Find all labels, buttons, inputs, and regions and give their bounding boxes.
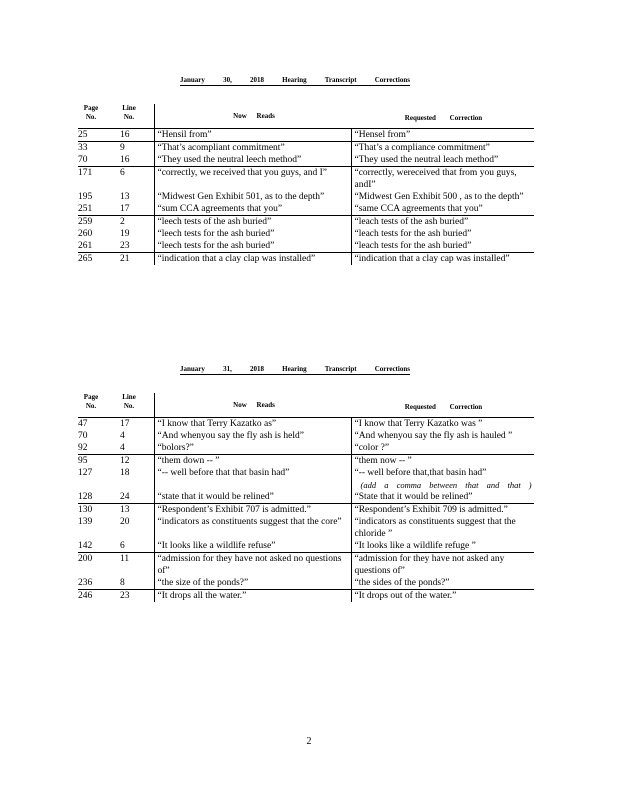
- title-word: 31,: [223, 365, 232, 373]
- table-row: [78, 167, 534, 192]
- now-reads-cell-text: “It drops all the water.”: [157, 591, 247, 601]
- requested-correction-cell: [351, 504, 534, 517]
- line-number-cell: [114, 590, 154, 603]
- page-number-cell: [78, 553, 114, 578]
- page-number-cell-text: 127: [78, 468, 93, 478]
- now-reads-cell: [154, 253, 351, 266]
- page-number-cell-text: 33: [78, 143, 88, 153]
- title-word: 30,: [223, 76, 232, 84]
- requested-correction-cell: [351, 154, 534, 167]
- line-number-cell-text: 23: [120, 591, 130, 601]
- header-page-no: Page No.: [83, 104, 99, 121]
- table-row: [78, 442, 534, 455]
- corrections-section-jan30: [78, 76, 534, 265]
- line-number-cell-text: 13: [120, 505, 130, 515]
- line-number-cell: [114, 516, 154, 540]
- section-title: [180, 365, 410, 375]
- line-number-cell: [114, 203, 154, 216]
- requested-correction-cell-text: “them now -- ”: [354, 456, 412, 466]
- page-number-cell-text: 139: [78, 517, 93, 527]
- requested-correction-cell-text: “color ?”: [354, 443, 390, 453]
- line-number-cell: [114, 142, 154, 155]
- page-number-cell: [78, 129, 114, 142]
- table-row: [78, 430, 534, 442]
- now-reads-cell: [154, 540, 351, 553]
- page-number-cell-text: 195: [78, 192, 93, 202]
- page-number-cell-text: 259: [78, 217, 93, 227]
- line-number-cell-text: 23: [120, 241, 130, 251]
- requested-correction-cell: [351, 516, 534, 540]
- page-number-cell: [78, 516, 114, 540]
- table-row: [78, 203, 534, 216]
- page-number: 2: [306, 736, 312, 747]
- now-reads-cell: [154, 577, 351, 590]
- table-row: [78, 491, 534, 504]
- corrections-section-jan31: [78, 365, 534, 602]
- page-number-cell: [78, 240, 114, 253]
- page-number-cell: [78, 590, 114, 603]
- table-row: [78, 240, 534, 253]
- requested-correction-cell: [351, 240, 534, 253]
- requested-correction-cell: [351, 418, 534, 431]
- line-number-cell: [114, 191, 154, 203]
- requested-correction-cell-text: “the sides of the ponds?”: [354, 578, 450, 588]
- requested-correction-cell-text: “same CCA agreements that you”: [354, 204, 483, 214]
- header-divider: [154, 104, 155, 128]
- requested-correction-cell: [351, 467, 534, 491]
- page-number-cell: [78, 504, 114, 517]
- now-reads-cell: [154, 553, 351, 578]
- page-number-cell-text: 128: [78, 492, 93, 502]
- table-row: [78, 253, 534, 266]
- line-number-cell: [114, 129, 154, 142]
- now-reads-cell-text: “They used the neutral leech method”: [157, 155, 302, 165]
- line-number-cell-text: 24: [120, 492, 130, 502]
- line-number-cell: [114, 577, 154, 590]
- requested-correction-cell: [351, 228, 534, 240]
- now-reads-cell: [154, 240, 351, 253]
- requested-correction-cell-text: “I know that Terry Kazatko was ”: [354, 419, 483, 429]
- line-number-cell-text: 9: [120, 143, 125, 153]
- now-reads-cell: [154, 129, 351, 142]
- now-reads-cell: [154, 442, 351, 455]
- corrections-table: [78, 417, 534, 602]
- page-number-cell: [78, 228, 114, 240]
- requested-correction-cell-text: “They used the neutral leach method”: [354, 155, 499, 165]
- page-number-cell-text: 25: [78, 130, 88, 140]
- page-number-cell: [78, 154, 114, 167]
- requested-correction-cell-text: “And whenyou say the fly ash is hauled ”: [354, 431, 513, 441]
- page-number-cell: [78, 253, 114, 266]
- line-number-cell-text: 6: [120, 541, 125, 551]
- now-reads-cell-text: “correctly, we received that you guys, and I”: [157, 168, 328, 178]
- line-number-cell: [114, 504, 154, 517]
- line-number-cell: [114, 167, 154, 192]
- now-reads-cell-text: “And whenyou say the fly ash is held”: [157, 431, 304, 441]
- now-reads-cell-text: “-- well before that that basin had”: [157, 468, 290, 478]
- title-word: 2018: [249, 76, 264, 84]
- requested-correction-cell-text: “Respondent’s Exhibit 709 is admitted.”: [354, 505, 508, 515]
- page-number-cell-text: 142: [78, 541, 93, 551]
- now-reads-cell-text: “bolors?”: [157, 443, 194, 453]
- table-row: [78, 228, 534, 240]
- header-divider: [154, 393, 155, 417]
- page-number-cell-text: 70: [78, 431, 88, 441]
- requested-correction-cell: [351, 129, 534, 142]
- now-reads-cell: [154, 191, 351, 203]
- line-number-cell-text: 6: [120, 168, 125, 178]
- now-reads-cell: [154, 418, 351, 431]
- now-reads-cell-text: “Respondent’s Exhibit 707 is admitted.”: [157, 505, 311, 515]
- line-number-cell: [114, 228, 154, 240]
- line-number-cell-text: 2: [120, 217, 125, 227]
- requested-correction-cell: [351, 142, 534, 155]
- line-number-cell-text: 19: [120, 229, 130, 239]
- page-number-cell-text: 261: [78, 241, 93, 251]
- requested-correction-cell: [351, 253, 534, 266]
- line-number-cell-text: 17: [120, 419, 130, 429]
- page-number-cell: [78, 491, 114, 504]
- requested-correction-cell-text: “It drops out of the water.”: [354, 591, 457, 601]
- header-page-no: Page No.: [83, 393, 99, 410]
- now-reads-cell-text: “Hensil from”: [157, 130, 212, 140]
- page-number-cell: [78, 455, 114, 468]
- now-reads-cell: [154, 455, 351, 468]
- now-reads-cell: [154, 216, 351, 229]
- page-number-cell: [78, 203, 114, 216]
- page-number-cell: [78, 577, 114, 590]
- now-reads-cell: [154, 167, 351, 192]
- table-row: [78, 455, 534, 468]
- now-reads-cell-text: “indication that a clay clap was installed”: [157, 254, 316, 264]
- line-number-cell-text: 18: [120, 468, 130, 478]
- now-reads-cell: [154, 590, 351, 603]
- title-word: Corrections: [374, 365, 410, 373]
- now-reads-cell-text: “leech tests for the ash buried”: [157, 241, 275, 251]
- page-number-cell: [78, 430, 114, 442]
- title-word: Hearing: [282, 365, 307, 373]
- header-requested-correction: Requested Correction: [404, 403, 483, 411]
- now-reads-cell: [154, 491, 351, 504]
- line-number-cell: [114, 240, 154, 253]
- requested-correction-cell: [351, 590, 534, 603]
- now-reads-cell-text: “Midwest Gen Exhibit 501, as to the depth”: [157, 192, 325, 202]
- line-number-cell: [114, 491, 154, 504]
- line-number-cell-text: 17: [120, 204, 130, 214]
- table-row: [78, 467, 534, 491]
- table-row: [78, 504, 534, 517]
- requested-correction-cell-text: “That’s a compliance commitment”: [354, 143, 490, 153]
- now-reads-cell: [154, 142, 351, 155]
- requested-correction-cell-text: “leach tests for the ash buried”: [354, 229, 472, 239]
- now-reads-cell: [154, 228, 351, 240]
- table-row: [78, 129, 534, 142]
- now-reads-cell: [154, 504, 351, 517]
- header-now-reads: Now Reads: [233, 112, 275, 120]
- line-number-cell: [114, 253, 154, 266]
- page-number-cell-text: 171: [78, 168, 93, 178]
- requested-correction-cell: [351, 577, 534, 590]
- page-number-cell-text: 265: [78, 254, 93, 264]
- page-number-cell-text: 130: [78, 505, 93, 515]
- section-title: [180, 76, 410, 86]
- page-number-cell-text: 92: [78, 443, 88, 453]
- requested-correction-cell-text: “Hensel from”: [354, 130, 411, 140]
- page-number-cell-text: 95: [78, 456, 88, 466]
- line-number-cell-text: 11: [120, 554, 130, 564]
- line-number-cell: [114, 154, 154, 167]
- correction-note: (add a comma between that and that ): [360, 480, 532, 490]
- requested-correction-cell: [351, 442, 534, 455]
- now-reads-cell: [154, 516, 351, 540]
- requested-correction-cell-text: “leach tests of the ash buried”: [354, 217, 469, 227]
- requested-correction-cell-text: “It looks like a wildlife refuge ”: [354, 541, 476, 551]
- line-number-cell: [114, 216, 154, 229]
- now-reads-cell: [154, 154, 351, 167]
- line-number-cell-text: 21: [120, 254, 130, 264]
- requested-correction-cell: [351, 167, 534, 192]
- requested-correction-cell: [351, 430, 534, 442]
- line-number-cell-text: 16: [120, 130, 130, 140]
- now-reads-cell-text: “That’s acompliant commitment”: [157, 143, 285, 153]
- title-word: January: [180, 365, 205, 373]
- table-row: [78, 516, 534, 540]
- page-number-cell: [78, 467, 114, 491]
- requested-correction-cell: [351, 540, 534, 553]
- line-number-cell: [114, 553, 154, 578]
- line-number-cell: [114, 467, 154, 491]
- requested-correction-cell: [351, 455, 534, 468]
- table-row: [78, 142, 534, 155]
- page-number-cell: [78, 191, 114, 203]
- line-number-cell-text: 20: [120, 517, 130, 527]
- corrections-table: [78, 128, 534, 265]
- line-number-cell-text: 16: [120, 155, 130, 165]
- page-number-cell: [78, 540, 114, 553]
- page-number-cell: [78, 216, 114, 229]
- title-word: Hearing: [282, 76, 307, 84]
- requested-correction-cell-text: “correctly, wereceived that from you guys, andI”: [354, 168, 517, 190]
- line-number-cell-text: 4: [120, 431, 125, 441]
- page-number-cell-text: 260: [78, 229, 93, 239]
- now-reads-cell: [154, 467, 351, 491]
- page-number-cell-text: 47: [78, 419, 88, 429]
- title-word: Transcript: [324, 365, 357, 373]
- page-number-cell-text: 251: [78, 204, 93, 214]
- requested-correction-cell: [351, 191, 534, 203]
- line-number-cell: [114, 455, 154, 468]
- page-number-cell: [78, 442, 114, 455]
- line-number-cell: [114, 430, 154, 442]
- title-word: Corrections: [374, 76, 410, 84]
- table-row: [78, 590, 534, 603]
- header-now-reads: Now Reads: [233, 401, 275, 409]
- now-reads-cell-text: “It looks like a wildlife refuse”: [157, 541, 276, 551]
- now-reads-cell-text: “leech tests of the ash buried”: [157, 217, 272, 227]
- requested-correction-cell: [351, 491, 534, 504]
- page-number-cell: [78, 142, 114, 155]
- line-number-cell: [114, 418, 154, 431]
- requested-correction-cell: [351, 203, 534, 216]
- now-reads-cell-text: “state that it would be relined”: [157, 492, 274, 502]
- header-requested-correction: Requested Correction: [404, 114, 483, 122]
- requested-correction-cell-text: “Midwest Gen Exhibit 500 , as to the depth”: [354, 192, 524, 202]
- table-row: [78, 418, 534, 431]
- table-row: [78, 154, 534, 167]
- header-line-no: Line No.: [122, 104, 136, 121]
- requested-correction-cell: [351, 216, 534, 229]
- title-word: 2018: [249, 365, 264, 373]
- page-number-cell-text: 200: [78, 554, 93, 564]
- now-reads-cell: [154, 430, 351, 442]
- line-number-cell-text: 13: [120, 192, 130, 202]
- title-word: Transcript: [324, 76, 357, 84]
- requested-correction-cell-text: “indicators as constituents suggest that the chloride ”: [354, 517, 516, 539]
- now-reads-cell-text: “them down -- ”: [157, 456, 220, 466]
- line-number-cell-text: 12: [120, 456, 130, 466]
- now-reads-cell-text: “admission for they have not asked no questions of”: [157, 554, 342, 576]
- table-row: [78, 553, 534, 578]
- now-reads-cell-text: “sum CCA agreements that you”: [157, 204, 283, 214]
- header-line-no: Line No.: [122, 393, 136, 410]
- page-number-cell-text: 246: [78, 591, 93, 601]
- page-number-cell-text: 236: [78, 578, 93, 588]
- page-number-cell: [78, 418, 114, 431]
- page-number-cell-text: 70: [78, 155, 88, 165]
- requested-correction-cell-text: “leach tests for the ash buried”: [354, 241, 472, 251]
- table-header: [78, 393, 534, 417]
- page-number-cell: [78, 167, 114, 192]
- requested-correction-cell-text: “indication that a clay cap was installed”: [354, 254, 510, 264]
- table-header: [78, 104, 534, 128]
- table-row: [78, 191, 534, 203]
- title-word: January: [180, 76, 205, 84]
- now-reads-cell-text: “leech tests for the ash buried”: [157, 229, 275, 239]
- line-number-cell-text: 4: [120, 443, 125, 453]
- line-number-cell: [114, 442, 154, 455]
- requested-correction-cell: [351, 553, 534, 578]
- table-row: [78, 577, 534, 590]
- now-reads-cell: [154, 203, 351, 216]
- requested-correction-cell-text: “admission for they have not asked any questions of”: [354, 554, 505, 576]
- now-reads-cell-text: “I know that Terry Kazatko as”: [157, 419, 277, 429]
- table-row: [78, 540, 534, 553]
- line-number-cell-text: 8: [120, 578, 125, 588]
- now-reads-cell-text: “the size of the ponds?”: [157, 578, 249, 588]
- requested-correction-cell-text: “State that it would be relined”: [354, 492, 473, 502]
- table-row: [78, 216, 534, 229]
- now-reads-cell-text: “indicators as constituents suggest that the core”: [157, 517, 342, 527]
- line-number-cell: [114, 540, 154, 553]
- requested-correction-cell-text: “-- well before that,that basin had”: [354, 468, 487, 478]
